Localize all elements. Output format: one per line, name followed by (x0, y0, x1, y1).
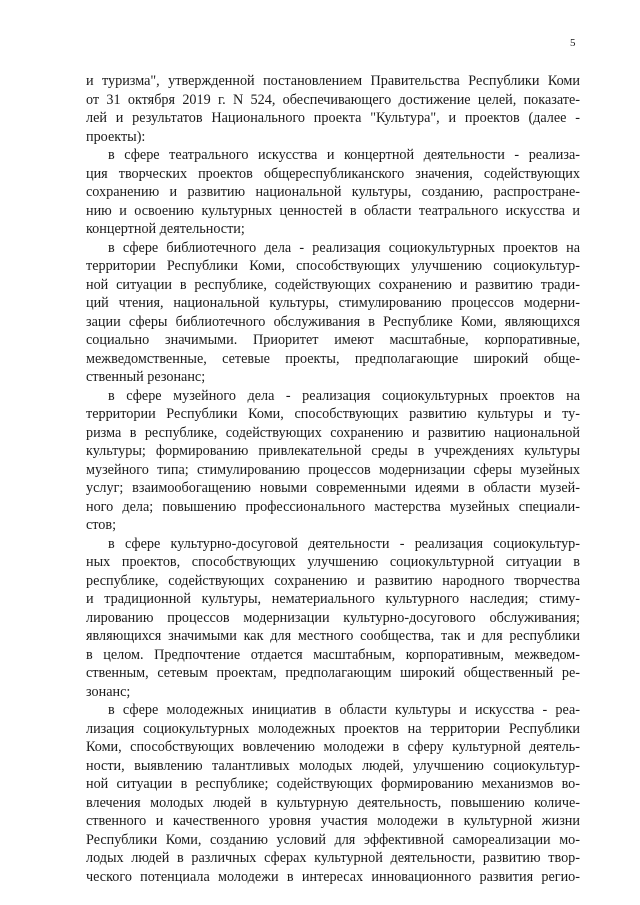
text-line: ственным, сетевым проектам, предполагающим широкий общественный ре- (86, 665, 580, 681)
text-line: зации сферы библиотечного обслуживания в Республике Коми, являющихся (86, 313, 580, 330)
text-line: территории Республики Коми, способствующих развитию культуры и ту- (86, 406, 580, 422)
text-line: влечения молодых людей в культурную деятельность, повышению количе- (86, 794, 580, 811)
text-line: культуры; формированию привлекательной среды в учреждениях культуры (86, 443, 580, 459)
text-line: лизация социокультурных молодежных проектов на территории Республики (86, 720, 580, 737)
text-line: ной ситуации в республике; содействующих формированию механизмов во- (86, 776, 580, 792)
paragraph (86, 239, 580, 387)
document-body (86, 72, 580, 886)
text-line: от 31 октября 2019 г. N 524, обеспечивающего достижение целей, показате- (86, 91, 580, 108)
page-number: 5 (570, 37, 576, 49)
text-line: лей и результатов Национального проекта "Культура", и проектов (далее - (86, 110, 580, 126)
text-line: проекты): (86, 128, 146, 145)
text-line: ной ситуации в республике, содействующих сохранению и развитию тради- (86, 276, 580, 293)
text-line: услуг; взаимообогащению новыми современными идеями в области музей- (86, 480, 580, 496)
text-line: ного дела; повышению профессионального мастерства музейных специали- (86, 498, 580, 515)
text-line: нию и освоению культурных ценностей в области театрального искусства и (86, 202, 580, 219)
text-line: социально значимыми. Приоритет имеют масштабные, корпоративные, (86, 332, 580, 348)
text-line: в сфере библиотечного дела - реализация социокультурных проектов на (108, 239, 580, 256)
text-line: в сфере музейного дела - реализация социокультурных проектов на (108, 387, 580, 404)
text-line: в целом. Предпочтение отдается масштабным, корпоративным, межведом- (86, 646, 580, 663)
text-line: ных проектов, способствующих улучшению социокультурной ситуации в (86, 554, 580, 570)
text-line: в сфере театрального искусства и концертной деятельности - реализа- (108, 147, 580, 163)
text-line: стов; (86, 517, 117, 533)
text-line: и туризма", утвержденной постановлением Правительства Республики Коми (86, 73, 580, 89)
paragraph (86, 146, 580, 239)
text-line: ности, выявлению талантливых молодых людей, улучшению социокультур- (86, 757, 580, 774)
text-line: в сфере молодежных инициатив в области культуры и искусства - реа- (108, 702, 580, 718)
paragraph (86, 72, 580, 146)
text-line: ственного и качественного уровня участия молодежи в культурной жизни (86, 813, 580, 829)
text-line: и традиционной культуры, нематериального культурного наследия; стиму- (86, 591, 580, 607)
text-line: Коми, способствующих вовлечению молодежи в сферу культурной деятель- (86, 739, 580, 755)
text-line: ций чтения, национальной культуры, стимулированию процессов модерни- (86, 295, 580, 311)
paragraph (86, 387, 580, 535)
text-line: республике, содействующих сохранению и развитию народного творчества (86, 572, 580, 589)
text-line: межведомственные, сетевые проекты, предполагающие широкий обще- (86, 350, 580, 367)
paragraph (86, 535, 580, 702)
text-line: лодых людей в различных сферах культурной деятельности, развитию твор- (86, 850, 580, 866)
text-line: зонанс; (86, 683, 131, 700)
text-line: сохранению и развитию национальной культуры, созданию, распростране- (86, 184, 580, 200)
text-line: ственный резонанс; (86, 369, 206, 385)
text-line: Республики Коми, созданию условий для эффективной самореализации мо- (86, 831, 580, 848)
text-line: территории Республики Коми, способствующих улучшению социокультур- (86, 258, 580, 274)
text-line: ция творческих проектов общереспубликанского значения, содействующих (86, 165, 580, 182)
text-line: лированию процессов модернизации культурно-досугового обслуживания; (86, 609, 580, 626)
text-line: в сфере культурно-досуговой деятельности - реализация социокультур- (108, 535, 580, 552)
text-line: ческого потенциала молодежи в интересах инновационного развития регио- (86, 868, 580, 885)
text-line: концертной деятельности; (86, 221, 245, 237)
text-line: являющихся значимыми как для местного сообщества, так и для республики (86, 628, 580, 644)
paragraph (86, 701, 580, 886)
text-line: музейного типа; стимулированию процессов модернизации сферы музейных (86, 461, 580, 478)
text-line: ризма в республике, содействующих сохранению и развитию национальной (86, 424, 580, 441)
